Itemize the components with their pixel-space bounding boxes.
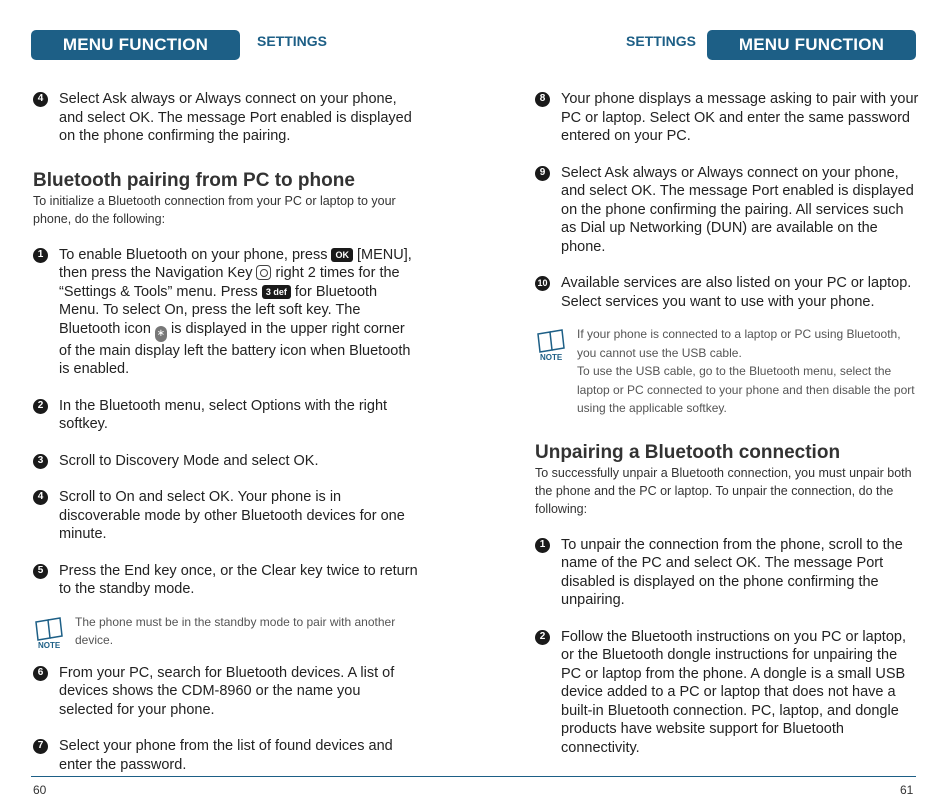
step-number: 9: [535, 166, 550, 181]
step-text: Press the End key once, or the Clear key twice to return to the standby mode.: [59, 562, 418, 597]
step-3: [33, 452, 418, 471]
step-number: 10: [535, 276, 550, 291]
step-number: 7: [33, 739, 48, 754]
step-text: Select Ask always or Always connect on your phone, and select OK. The message Port enabled is displayed on the phone confirming the pairing.: [59, 91, 412, 144]
step-7: [33, 737, 418, 774]
step-4-top: [33, 90, 418, 146]
step-number: 5: [33, 564, 48, 579]
page-number-left: 60: [33, 783, 47, 797]
step-text: Select Ask always or Always connect on your phone, and select OK. The message Port enabled is displayed on the phone confirming the pairing. All services such as Dial up Networking (DUN) are available on the phone.: [561, 164, 914, 255]
heading-unpairing: Unpairing a Bluetooth connection: [535, 441, 841, 463]
menu-function-banner-right: MENU FUNCTION: [707, 30, 916, 60]
step-number: 1: [33, 248, 48, 263]
step-2: [33, 397, 418, 434]
note-label: NOTE: [540, 353, 563, 362]
settings-tag-left: SETTINGS: [257, 33, 328, 49]
step-text: Available services are also listed on your PC or laptop. Select services you want to use with your phone.: [561, 275, 912, 310]
step-1: [33, 246, 418, 379]
note-text: [577, 325, 920, 418]
step-number: 6: [33, 666, 48, 681]
note-line-2: To use the USB cable, go to the Bluetooth menu, select the laptop or PC connected to your phone and then disable the port using the applicable softkey.: [577, 364, 915, 415]
step-10: [535, 274, 920, 311]
step-4: [33, 488, 418, 544]
note-standby: [33, 613, 418, 650]
menu-function-banner-left: MENU FUNCTION: [31, 30, 240, 60]
page-number-right: 61: [900, 783, 914, 797]
step-number: 8: [535, 92, 550, 107]
step-1-text-a: To enable Bluetooth on your phone, press: [59, 246, 328, 263]
step-text: Follow the Bluetooth instructions on you PC or laptop, or the Bluetooth dongle instructions for unpairing the PC or laptop from the phone. A dongle is a small USB device added to a PC or laptop that does not have a built-in Bluetooth connection. PC, laptop, and dongle products have website support for Bluetooth connectivity.: [561, 628, 906, 756]
right-page-column: [535, 90, 920, 757]
step-number: 2: [33, 399, 48, 414]
step-1-text-b: [MENU], then press the Navigation Key: [59, 246, 412, 281]
note-line-1: If your phone is connected to a laptop or PC using Bluetooth, you cannot use the USB cable.: [577, 327, 901, 360]
note-label: NOTE: [38, 640, 61, 650]
footer-divider: [31, 776, 916, 777]
step-text: From your PC, search for Bluetooth devices. A list of devices shows the CDM-8960 or the name you selected for your phone.: [59, 664, 395, 718]
note-book-icon: [33, 616, 67, 650]
step-1-text-e: is displayed in the upper right corner of the main display left the battery icon when Bluetooth is enabled.: [59, 320, 411, 377]
step-text: Scroll to On and select OK. Your phone is in discoverable mode by other Bluetooth devices for one minute.: [59, 489, 405, 542]
step-1-text-d: for Bluetooth Menu. To select On, press the left soft key. The Bluetooth icon: [59, 283, 378, 337]
step-8: [535, 90, 920, 146]
step-number: 1: [535, 538, 550, 553]
step-6: [33, 664, 418, 720]
heading-pairing-pc-to-phone: Bluetooth pairing from PC to phone: [33, 169, 355, 191]
intro-unpairing: To successfully unpair a Bluetooth connection, you must unpair both the phone and the PC or laptop. To unpair the connection, do the following:: [535, 465, 912, 516]
note-text: The phone must be in the standby mode to pair with another device.: [75, 614, 396, 647]
unpair-step-2: [535, 628, 920, 758]
step-5: [33, 562, 418, 599]
note-book-icon: [535, 328, 569, 362]
step-number: 4: [33, 490, 48, 505]
note-usb-cable: [535, 325, 920, 418]
unpair-step-1: [535, 536, 920, 610]
step-number: 4: [33, 92, 48, 107]
step-9: [535, 164, 920, 257]
ok-key-icon: OK: [331, 248, 353, 262]
step-text: Your phone displays a message asking to pair with your PC or laptop. Select OK and enter the same password entered on your PC.: [561, 91, 919, 144]
bluetooth-icon: ∗: [155, 326, 167, 342]
step-1-text-c: right 2 times for the “Settings & Tools” menu. Press: [59, 265, 400, 300]
step-text: In the Bluetooth menu, select Options with the right softkey.: [59, 397, 388, 432]
step-text: Select your phone from the list of found devices and enter the password.: [59, 738, 393, 773]
navigation-key-icon: [256, 265, 271, 280]
step-text: Scroll to Discovery Mode and select OK.: [59, 452, 319, 469]
step-number: 3: [33, 454, 48, 469]
step-number: 2: [535, 630, 550, 645]
intro-pairing: To initialize a Bluetooth connection from your PC or laptop to your phone, do the following:: [33, 193, 396, 226]
settings-tag-right: SETTINGS: [626, 33, 697, 49]
step-text: [59, 246, 418, 379]
step-text: To unpair the connection from the phone, scroll to the name of the PC and select OK. The message Port disabled is displayed on the phone confirming the unpairing.: [561, 536, 903, 608]
left-page-column: [33, 90, 418, 774]
key-3-def-icon: 3 def: [262, 285, 291, 299]
